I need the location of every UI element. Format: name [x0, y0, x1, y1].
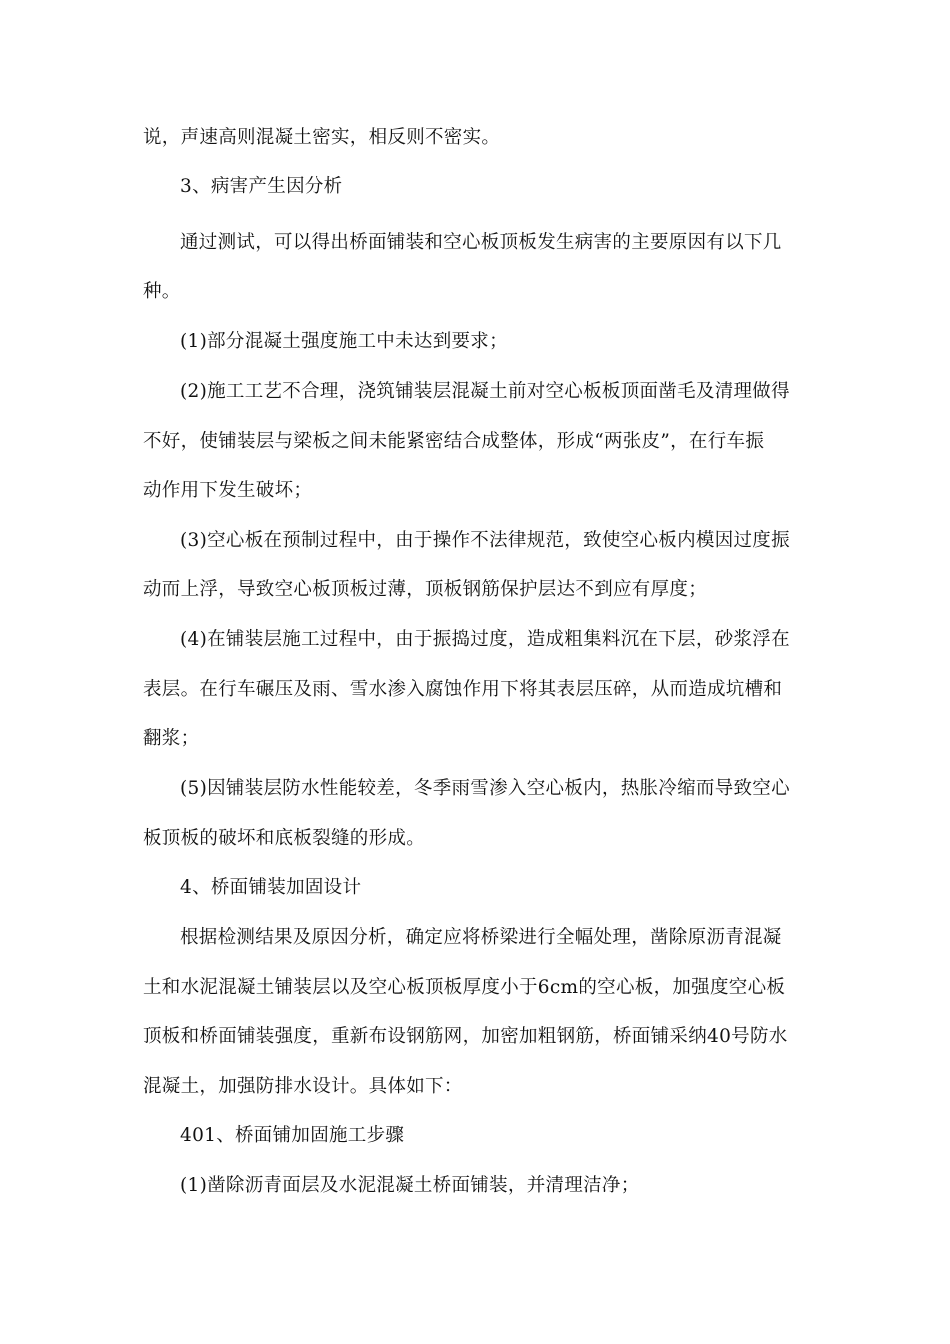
section-heading: 4、桥面铺装加固设计 — [180, 877, 362, 898]
paragraph-continuation: 说，声速高则混凝土密实，相反则不密实。 — [143, 127, 501, 148]
paragraph-line: 混凝土，加强防排水设计。具体如下： — [143, 1076, 463, 1097]
paragraph-line: 种。 — [143, 281, 181, 302]
list-item-continuation: 表层。在行车碾压及雨、雪水渗入腐蚀作用下将其表层压碎，从而造成坑槽和 — [143, 679, 783, 700]
list-item-continuation: 不好，使铺装层与梁板之间未能紧密结合成整体，形成“两张皮”，在行车振 — [143, 431, 765, 452]
list-item-continuation: 动作用下发生破坏； — [143, 480, 313, 501]
section-heading: 3、病害产生因分析 — [180, 176, 343, 197]
list-item-continuation: 翻浆； — [143, 728, 200, 749]
list-item: (1)凿除沥青面层及水泥混凝土桥面铺装，并清理洁净； — [180, 1175, 640, 1196]
paragraph-line: 通过测试，可以得出桥面铺装和空心板顶板发生病害的主要原因有以下几 — [180, 232, 782, 253]
paragraph-line: 根据检测结果及原因分析，确定应将桥梁进行全幅处理，凿除原沥青混凝 — [180, 927, 782, 948]
paragraph-line: 土和水泥混凝土铺装层以及空心板顶板厚度小于6cm的空心板，加强度空心板 — [143, 977, 786, 998]
list-item: (4)在铺装层施工过程中，由于振捣过度，造成粗集料沉在下层，砂浆浮在 — [180, 629, 790, 650]
list-item: (2)施工工艺不合理，浇筑铺装层混凝土前对空心板板顶面凿毛及清理做得 — [180, 381, 790, 402]
list-item-continuation: 板顶板的破坏和底板裂缝的形成。 — [143, 828, 426, 849]
list-item: (5)因铺装层防水性能较差，冬季雨雪渗入空心板内，热胀冷缩而导致空心 — [180, 778, 790, 799]
list-item: (1)部分混凝土强度施工中未达到要求； — [180, 331, 508, 352]
paragraph-line: 顶板和桥面铺装强度，重新布设钢筋网，加密加粗钢筋，桥面铺采纳40号防水 — [143, 1026, 788, 1047]
subsection-heading: 401、桥面铺加固施工步骤 — [180, 1125, 405, 1146]
list-item-continuation: 动而上浮，导致空心板顶板过薄，顶板钢筋保护层达不到应有厚度； — [143, 579, 708, 600]
list-item: (3)空心板在预制过程中，由于操作不法律规范，致使空心板内模因过度振 — [180, 530, 790, 551]
